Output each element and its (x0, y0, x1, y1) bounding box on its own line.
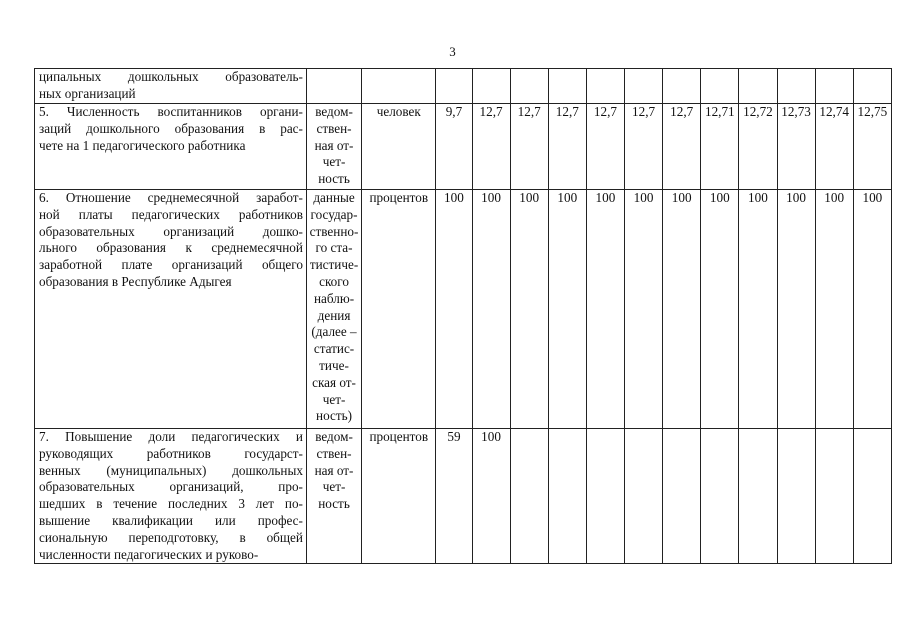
source-line: тиче- (319, 357, 349, 373)
value-cell (815, 69, 853, 104)
source-line: ствен- (316, 445, 352, 461)
table-row (35, 190, 892, 429)
indicator-cell (35, 429, 307, 564)
table-row (35, 104, 892, 190)
value-cell: 100 (701, 190, 739, 429)
source-cell (306, 69, 361, 104)
source-line: ведом- (315, 429, 353, 444)
source-line: ского (319, 273, 349, 289)
indicator-line: численности педагогических и руково- (39, 546, 259, 562)
value-cell: 12,75 (853, 104, 891, 190)
value-cell (548, 429, 586, 564)
value-cell (701, 429, 739, 564)
indicator-line: руководящих работников государст- (39, 445, 303, 461)
source-line: (далее – (311, 324, 357, 340)
value-cell (777, 69, 815, 104)
value-cell: 12,71 (701, 104, 739, 190)
value-cell: 12,74 (815, 104, 853, 190)
indicators-table (34, 68, 892, 564)
page-number: 3 (449, 44, 456, 59)
indicator-line: 6. Отношение среднемесячной заработ- (39, 190, 303, 205)
source-line: тистиче- (309, 257, 359, 273)
source-line: статис- (313, 341, 355, 357)
indicator-cell (35, 190, 307, 429)
value-cell (853, 429, 891, 564)
unit-cell: процентов (362, 429, 436, 564)
source-cell (306, 429, 361, 564)
value-cell (739, 429, 777, 564)
table-row (35, 69, 892, 104)
source-line: ствен- (316, 120, 352, 136)
source-line: го ста- (315, 240, 353, 256)
value-cell: 100 (548, 190, 586, 429)
source-line: ность) (316, 408, 353, 424)
value-cell: 100 (625, 190, 663, 429)
source-line: ская от- (312, 374, 356, 390)
value-cell (510, 429, 548, 564)
unit-cell (362, 69, 436, 104)
source-line: чет- (322, 154, 346, 170)
indicator-line: льного образования к среднемесячной (39, 240, 303, 256)
value-cell (548, 69, 586, 104)
source-line: ственно- (309, 223, 359, 239)
source-line: наблю- (313, 290, 355, 306)
indicator-line: чете на 1 педагогического работника (39, 137, 246, 153)
value-cell: 100 (586, 190, 624, 429)
source-line: ная от- (314, 462, 354, 478)
indicator-line: 5. Численность воспитанников органи- (39, 104, 303, 119)
indicator-line: образовательных организаций, про- (39, 479, 303, 495)
unit-cell: процентов (362, 190, 436, 429)
value-cell: 12,72 (739, 104, 777, 190)
value-cell (777, 429, 815, 564)
value-cell (625, 429, 663, 564)
table-body (35, 69, 892, 564)
value-cell: 12,7 (586, 104, 624, 190)
value-cell: 12,7 (472, 104, 510, 190)
value-cell: 100 (510, 190, 548, 429)
source-cell (306, 104, 361, 190)
value-cell: 100 (472, 190, 510, 429)
indicator-line: вышение квалификации или профес- (39, 512, 303, 528)
value-cell: 100 (739, 190, 777, 429)
value-cell: 12,73 (777, 104, 815, 190)
value-cell (853, 69, 891, 104)
value-cell: 12,7 (663, 104, 701, 190)
value-cell: 100 (815, 190, 853, 429)
source-cell (306, 190, 361, 429)
value-cell (701, 69, 739, 104)
value-cell (815, 429, 853, 564)
value-cell (625, 69, 663, 104)
value-cell (472, 69, 510, 104)
source-line: данные (313, 190, 355, 205)
value-cell (510, 69, 548, 104)
indicator-line: шедших в течение последних 3 лет по- (39, 496, 303, 512)
source-line: дения (317, 307, 351, 323)
indicator-line: образования в Республике Адыгея (39, 273, 232, 289)
value-cell (586, 69, 624, 104)
value-cell (739, 69, 777, 104)
value-cell: 100 (472, 429, 510, 564)
indicator-line: ных организаций (39, 85, 136, 101)
indicator-line: 7. Повышение доли педагогических и (39, 429, 303, 444)
value-cell: 100 (853, 190, 891, 429)
source-line: чет- (322, 391, 346, 407)
value-cell: 100 (663, 190, 701, 429)
table-row (35, 429, 892, 564)
indicator-line: образовательных организаций дошко- (39, 223, 303, 239)
value-cell: 59 (436, 429, 472, 564)
value-cell: 12,7 (625, 104, 663, 190)
indicator-line: ной платы педагогических работников (39, 206, 303, 222)
source-line: ность (318, 171, 350, 187)
source-line: чет- (322, 479, 346, 495)
indicator-line: ципальных дошкольных образователь- (39, 69, 303, 84)
indicator-line: венных (муниципальных) дошкольных (39, 462, 303, 478)
value-cell (436, 69, 472, 104)
indicator-line: сиональную переподготовку, в общей (39, 529, 303, 545)
source-line: государ- (310, 206, 358, 222)
value-cell (586, 429, 624, 564)
unit-cell: человек (362, 104, 436, 190)
value-cell (663, 429, 701, 564)
source-line: ведом- (315, 104, 353, 119)
value-cell: 100 (777, 190, 815, 429)
indicator-line: заработной плате организаций общего (39, 257, 303, 273)
indicator-cell (35, 104, 307, 190)
value-cell: 100 (436, 190, 472, 429)
value-cell: 12,7 (548, 104, 586, 190)
value-cell: 9,7 (436, 104, 472, 190)
value-cell (663, 69, 701, 104)
indicator-cell (35, 69, 307, 104)
value-cell: 12,7 (510, 104, 548, 190)
source-line: ность (318, 496, 350, 512)
indicator-line: заций дошкольного образования в рас- (39, 120, 303, 136)
source-line: ная от- (314, 137, 354, 153)
